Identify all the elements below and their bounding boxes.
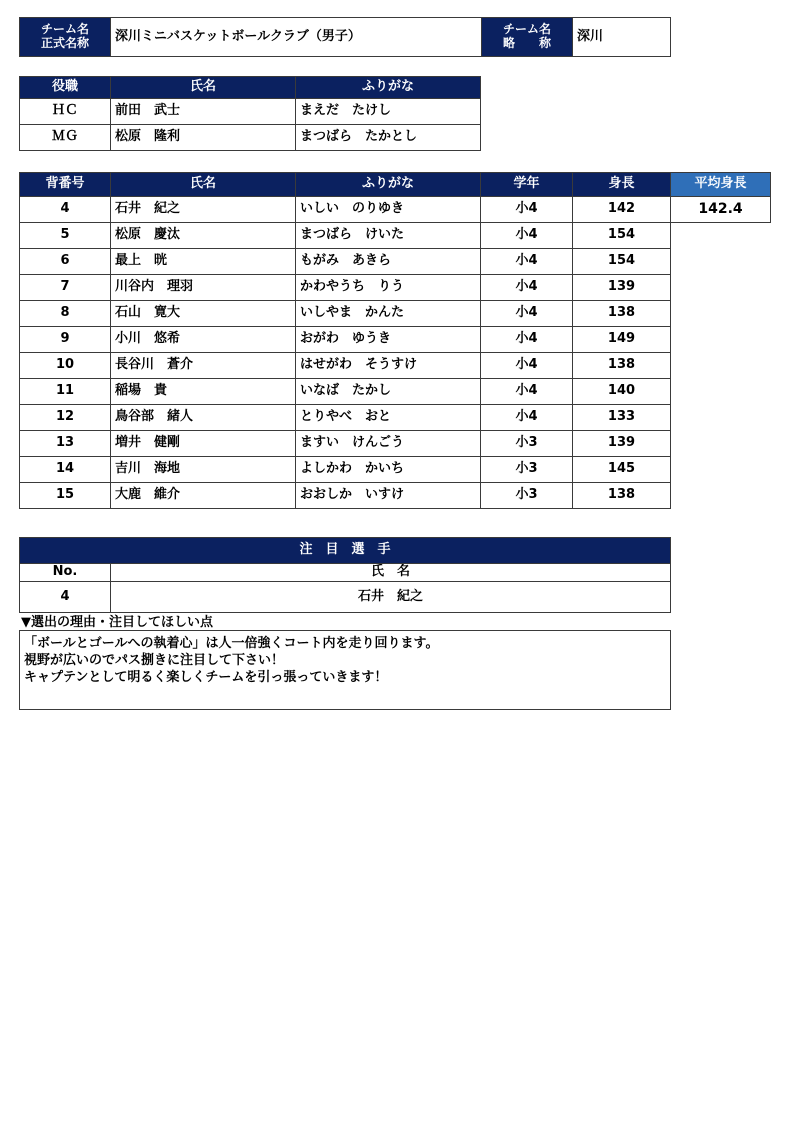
empty-cell [671,275,771,301]
player-grade: 小3 [481,457,573,483]
player-row [20,405,771,431]
player-number: 6 [20,249,111,275]
reason-label: ▼選出の理由・注目してほしい点 [21,615,213,630]
staff-name: 松原 隆利 [111,125,296,151]
empty-cell [671,431,771,457]
player-kana: おがわ ゆうき [296,327,481,353]
player-grade: 小4 [481,249,573,275]
empty-cell [671,483,771,509]
player-height: 142 [573,197,671,223]
player-row [20,327,771,353]
player-kana: かわやうち りう [296,275,481,301]
staff-row [20,125,481,151]
player-height: 140 [573,379,671,405]
player-grade: 小4 [481,197,573,223]
player-kana: はせがわ そうすけ [296,353,481,379]
team-name-table [19,17,671,57]
empty-cell [671,249,771,275]
player-kana: よしかわ かいち [296,457,481,483]
player-row [20,275,771,301]
player-height: 154 [573,223,671,249]
empty-cell [671,327,771,353]
player-grade: 小4 [481,223,573,249]
player-name: 稲場 貴 [111,379,296,405]
staff-header-name: 氏名 [111,77,296,99]
player-height: 149 [573,327,671,353]
featured-name-header: 氏 名 [111,564,671,582]
empty-cell [671,379,771,405]
featured-table [19,537,671,613]
player-number: 7 [20,275,111,301]
staff-section [19,76,481,151]
player-grade: 小4 [481,353,573,379]
player-row [20,301,771,327]
staff-table [19,76,481,151]
player-grade: 小3 [481,483,573,509]
short-name-value: 深川 [573,18,671,57]
reason-line: 「ボールとゴールへの執着心」は人一倍強くコート内を走り回ります。 [24,636,439,651]
empty-cell [671,457,771,483]
official-name-label: チーム名 正式名称 [20,18,111,57]
featured-title: 注 目 選 手 [20,538,671,564]
player-row [20,379,771,405]
staff-kana: まえだ たけし [296,99,481,125]
featured-no-header: No. [20,564,111,582]
player-row [20,223,771,249]
staff-kana: まつばら たかとし [296,125,481,151]
player-name: 鳥谷部 緒人 [111,405,296,431]
player-name: 川谷内 理羽 [111,275,296,301]
player-height: 145 [573,457,671,483]
player-name: 小川 悠希 [111,327,296,353]
empty-cell [671,353,771,379]
player-number: 12 [20,405,111,431]
player-name: 長谷川 蒼介 [111,353,296,379]
player-number: 14 [20,457,111,483]
featured-name: 石井 紀之 [111,582,671,613]
roster-header-number: 背番号 [20,173,111,197]
empty-cell [671,405,771,431]
roster-header-name: 氏名 [111,173,296,197]
player-number: 5 [20,223,111,249]
roster-section [19,172,771,509]
player-number: 13 [20,431,111,457]
player-kana: ますい けんごう [296,431,481,457]
player-number: 8 [20,301,111,327]
player-number: 15 [20,483,111,509]
roster-header-height: 身長 [573,173,671,197]
reason-box [19,630,671,710]
player-height: 138 [573,353,671,379]
player-height: 139 [573,275,671,301]
featured-number: 4 [20,582,111,613]
player-grade: 小4 [481,379,573,405]
player-name: 増井 健剛 [111,431,296,457]
player-row [20,457,771,483]
player-kana: もがみ あきら [296,249,481,275]
player-number: 9 [20,327,111,353]
staff-header-kana: ふりがな [296,77,481,99]
official-name-value: 深川ミニバスケットボールクラブ（男子） [111,18,482,57]
staff-role: ＨＣ [20,99,111,125]
player-grade: 小3 [481,431,573,457]
player-kana: いしい のりゆき [296,197,481,223]
player-name: 最上 晄 [111,249,296,275]
player-height: 133 [573,405,671,431]
player-kana: とりやべ おと [296,405,481,431]
average-height-label: 平均身長 [671,173,771,197]
featured-section [19,537,671,613]
empty-cell [671,301,771,327]
staff-role: ＭＧ [20,125,111,151]
player-name: 石井 紀之 [111,197,296,223]
average-height-value: 142.4 [671,197,771,223]
player-row [20,249,771,275]
reason-line: キャプテンとして明るく楽しくチームを引っ張っていきます！ [24,670,388,685]
roster-table [19,172,771,509]
player-height: 139 [573,431,671,457]
player-height: 138 [573,301,671,327]
staff-header-role: 役職 [20,77,111,99]
reason-line: 視野が広いのでパス捌きに注目して下さい！ [24,653,285,668]
short-name-label: チーム名 略 称 [482,18,573,57]
player-kana: まつばら けいた [296,223,481,249]
empty-cell [671,223,771,249]
player-kana: いしやま かんた [296,301,481,327]
player-name: 石山 寛大 [111,301,296,327]
roster-header-grade: 学年 [481,173,573,197]
player-number: 11 [20,379,111,405]
player-grade: 小4 [481,301,573,327]
player-number: 4 [20,197,111,223]
player-kana: おおしか いすけ [296,483,481,509]
player-row [20,431,771,457]
staff-name: 前田 武士 [111,99,296,125]
staff-row [20,99,481,125]
player-height: 138 [573,483,671,509]
player-row [20,197,771,223]
player-name: 松原 慶汰 [111,223,296,249]
roster-header-kana: ふりがな [296,173,481,197]
player-kana: いなば たかし [296,379,481,405]
player-grade: 小4 [481,405,573,431]
player-row [20,483,771,509]
player-name: 吉川 海地 [111,457,296,483]
player-number: 10 [20,353,111,379]
player-height: 154 [573,249,671,275]
player-row [20,353,771,379]
team-name-section [19,17,671,57]
player-grade: 小4 [481,327,573,353]
player-grade: 小4 [481,275,573,301]
player-name: 大鹿 維介 [111,483,296,509]
